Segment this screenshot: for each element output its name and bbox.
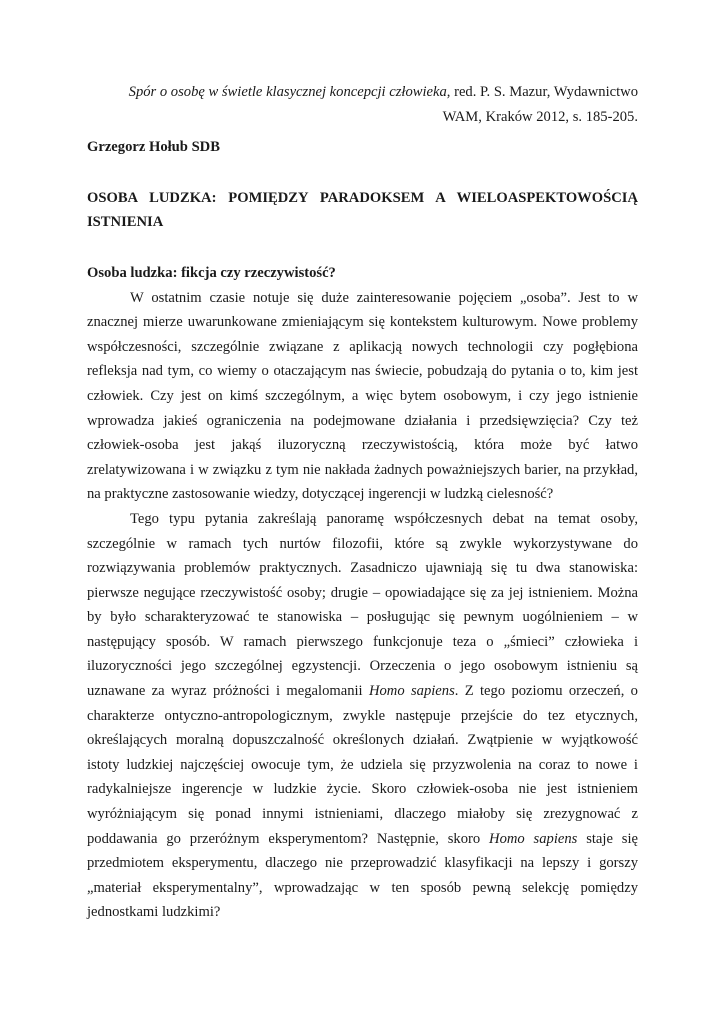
- article-title: OSOBA LUDZKA: POMIĘDZY PARADOKSEM A WIELOASPEKTOWOŚCIĄ ISTNIENIA: [87, 189, 638, 231]
- paragraph-2-text-2: . Z tego poziomu orzeczeń, o charakterze ontyczno-antropologicznym, zwykle następuje przejście do tez etycznych, określających moralną dopuszczalność określonych działań. Zwątpienie w wyjątkowość istoty ludzkiej najczęściej owocuje tym, że udziela się przyzwolenia na coraz to nowe i radykalniejsze ingerencje w ludzkie życie. Skoro człowiek-osoba nie jest istnieniem wyróżniającym się ponad innymi istnieniami, dlaczego miałoby się zrezygnować z poddawania go przeróżnym eksperymentom? Następnie, skoro: [87, 683, 638, 847]
- citation-title: Spór o osobę w świetle klasycznej koncepcji człowieka: [128, 84, 447, 100]
- paragraph-2-italic-2: Homo sapiens: [489, 830, 578, 847]
- paragraph-2-text-3: staje się przedmiotem eksperymentu, dlaczego nie przeprowadzić klasyfikacji na lepszy i gorszy „materiał eksperymentalny”, wprowadzając w ten sposób pewną selekcję pomiędzy jednostkami ludzkimi?: [87, 830, 638, 921]
- document-page: [87, 80, 638, 925]
- section-heading: Osoba ludzka: fikcja czy rzeczywistość?: [87, 264, 336, 281]
- paragraph-1: W ostatnim czasie notuje się duże zainteresowanie pojęciem „osoba”. Jest to w znacznej mierze uwarunkowane zmieniającym się kontekstem kulturowym. Nowe problemy współczesności, szczególnie związane z aplikacją nowych technologii czy pogłębiona refleksja nad tym, co wiemy o otaczającym nas świecie, pobudzają do pytania o to, kim jest człowiek. Czy jest on kimś szczególnym, a więc bytem osobowym, i czy jego istnienie wprowadza jakieś ograniczenia na podejmowane działania i przedsięwzięcia? Czy też człowiek-osoba jest jakąś iluzoryczną rzeczywistością, która może być łatwo zrelatywizowana i w związku z tym nie nakłada żadnych poważniejszych barier, na przykład, na praktyczne zastosowanie wiedzy, dotyczącej ingerencji w ludzką cielesność?: [87, 289, 638, 503]
- paragraph-2-italic-1: Homo sapiens: [368, 683, 455, 700]
- author: Grzegorz Hołub SDB: [87, 139, 220, 156]
- citation: [87, 80, 638, 129]
- paragraph-2: [87, 507, 638, 925]
- citation-details: , red. P. S. Mazur, Wydawnictwo WAM, Kraków 2012, s. 185-205.: [442, 84, 638, 125]
- paragraph-2-text-1: Tego typu pytania zakreślają panoramę współczesnych debat na temat osoby, szczególnie w ramach tych nurtów filozofii, które są zwykle wykorzystywane do rozwiązywania problemów praktycznych. Zasadniczo ujawniają się tu dwa stanowiska: pierwsze negujące rzeczywistość osoby; drugie – opowiadające się za jej istnieniem. Można by było scharakteryzować te stanowiska – posługując się pewnym uogólnieniem – w następujący sposób. W ramach pierwszego funkcjonuje teza o „śmieci” człowieka i iluzoryczności jego szczególnej egzystencji. Orzeczenia o jego osobowym istnieniu są uznawane za wyraz próżności i megalomanii: [87, 510, 638, 700]
